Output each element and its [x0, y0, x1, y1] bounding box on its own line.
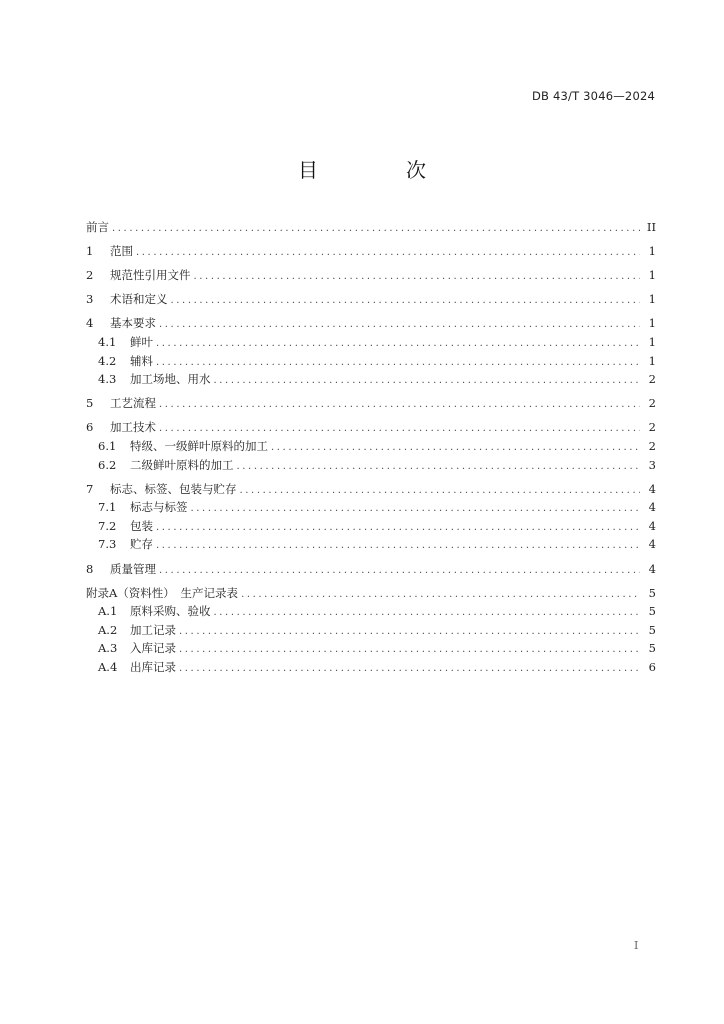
toc-entry-text: 基本要求: [110, 316, 156, 331]
toc-entry-page: II: [646, 220, 656, 234]
toc-entry-page: 3: [648, 457, 656, 472]
toc-leader-dots: [159, 316, 640, 335]
toc-leader-dots: [156, 354, 640, 373]
toc-entry-number: 1: [86, 244, 94, 259]
toc-entry-text: 规范性引用文件: [110, 268, 191, 283]
toc-leader-dots: [191, 500, 641, 519]
toc-entry-text: 辅料: [130, 353, 153, 368]
toc-subentry[interactable]: [86, 437, 656, 456]
toc-entry-number: 4.1: [98, 334, 117, 349]
toc-subentry[interactable]: [86, 498, 656, 517]
toc-subentry[interactable]: [86, 639, 656, 658]
toc-leader-dots: [156, 335, 640, 354]
toc-subentry[interactable]: [86, 333, 656, 352]
toc-entry-text: 标志、标签、包装与贮存: [110, 481, 237, 496]
toc-entry-page: 2: [648, 372, 656, 387]
toc-entry-page: 1: [648, 334, 656, 349]
toc-entry-page: 5: [648, 585, 656, 600]
toc-subentry[interactable]: [86, 456, 656, 475]
toc-entry[interactable]: [86, 266, 656, 285]
toc-entry-page: 1: [648, 268, 656, 283]
toc-subentry[interactable]: [86, 602, 656, 621]
toc-entry-number: 5: [86, 396, 94, 411]
toc-entry-text: 加工技术: [110, 420, 156, 435]
toc-entry-number: 4: [86, 316, 94, 331]
toc-subentry[interactable]: [86, 621, 656, 640]
toc-leader-dots: [171, 292, 641, 311]
toc-entry-number: 2: [86, 268, 94, 283]
toc-entry-page: 2: [648, 420, 656, 435]
toc-entry[interactable]: [86, 480, 656, 499]
toc-entry-text: 标志与标签: [130, 500, 188, 515]
toc-entry-number: A.4: [98, 659, 118, 674]
toc-entry-text: 贮存: [130, 537, 153, 552]
toc-entry-text: 术语和定义: [110, 292, 168, 307]
toc-entry-text: 附录A（资料性） 生产记录表: [86, 585, 239, 600]
document-code: DB 43/T 3046—2024: [531, 89, 655, 103]
toc-entry[interactable]: [86, 560, 656, 579]
page-number: I: [634, 939, 639, 952]
toc-leader-dots: [112, 220, 640, 239]
toc-entry-number: 8: [86, 561, 94, 576]
toc-entry-text: 工艺流程: [110, 396, 156, 411]
toc-entry-text: 二级鲜叶原料的加工: [130, 457, 234, 472]
toc-entry-number: 4.2: [98, 353, 117, 368]
toc-leader-dots: [214, 604, 641, 623]
toc-leader-dots: [271, 439, 640, 458]
toc-entry[interactable]: [86, 218, 656, 237]
toc-entry-text: 原料采购、验收: [130, 604, 211, 619]
toc-entry-page: 1: [648, 292, 656, 307]
toc-leader-dots: [136, 244, 640, 263]
toc-entry-number: 7.3: [98, 537, 117, 552]
toc-entry-page: 4: [648, 500, 656, 515]
toc-subentry[interactable]: [86, 658, 656, 677]
toc-entry[interactable]: [86, 418, 656, 437]
toc-entry-appendix[interactable]: [86, 584, 656, 603]
toc-entry-page: 1: [648, 244, 656, 259]
toc-leader-dots: [156, 537, 640, 556]
toc-leader-dots: [156, 519, 640, 538]
table-of-contents: [86, 218, 656, 677]
toc-subentry[interactable]: [86, 535, 656, 554]
toc-entry-number: 7.1: [98, 500, 117, 515]
toc-subentry[interactable]: [86, 352, 656, 371]
toc-entry[interactable]: [86, 242, 656, 261]
toc-entry-page: 2: [648, 396, 656, 411]
toc-entry[interactable]: [86, 394, 656, 413]
toc-leader-dots: [240, 482, 641, 501]
toc-entry-text: 范围: [110, 244, 133, 259]
toc-entry-text: 出库记录: [130, 659, 176, 674]
toc-entry-text: 质量管理: [110, 561, 156, 576]
toc-subentry[interactable]: [86, 370, 656, 389]
toc-subentry[interactable]: [86, 517, 656, 536]
toc-entry-number: 6.1: [98, 438, 117, 453]
toc-entry-text: 前言: [86, 220, 109, 234]
toc-entry-text: 加工场地、用水: [130, 372, 211, 387]
toc-leader-dots: [179, 623, 640, 642]
toc-entry-text: 加工记录: [130, 622, 176, 637]
toc-entry-text: 特级、一级鲜叶原料的加工: [130, 438, 268, 453]
toc-title: 目 次: [298, 158, 460, 182]
toc-entry[interactable]: [86, 314, 656, 333]
toc-entry-number: A.3: [98, 641, 118, 656]
toc-entry-page: 5: [648, 622, 656, 637]
toc-entry-number: 6.2: [98, 457, 117, 472]
toc-entry-number: 7: [86, 481, 94, 496]
toc-entry-page: 5: [648, 641, 656, 656]
toc-entry-number: 4.3: [98, 372, 117, 387]
toc-entry-page: 1: [648, 316, 656, 331]
toc-entry-number: A.2: [98, 622, 118, 637]
toc-leader-dots: [159, 562, 640, 581]
toc-entry[interactable]: [86, 290, 656, 309]
toc-entry-number: A.1: [98, 604, 118, 619]
toc-entry-number: 6: [86, 420, 94, 435]
toc-entry-number: 3: [86, 292, 94, 307]
toc-entry-page: 1: [648, 353, 656, 368]
toc-entry-page: 4: [648, 561, 656, 576]
toc-entry-page: 2: [648, 438, 656, 453]
toc-leader-dots: [194, 268, 641, 287]
toc-leader-dots: [179, 641, 640, 660]
toc-leader-dots: [241, 586, 640, 605]
toc-entry-page: 4: [648, 481, 656, 496]
toc-entry-number: 7.2: [98, 518, 117, 533]
toc-entry-page: 5: [648, 604, 656, 619]
toc-entry-page: 4: [648, 537, 656, 552]
toc-leader-dots: [159, 396, 640, 415]
toc-entry-text: 包装: [130, 518, 153, 533]
toc-leader-dots: [237, 458, 641, 477]
toc-leader-dots: [214, 372, 641, 391]
toc-entry-page: 6: [648, 659, 656, 674]
toc-entry-page: 4: [648, 518, 656, 533]
toc-entry-text: 鲜叶: [130, 334, 153, 349]
toc-leader-dots: [179, 660, 640, 679]
toc-entry-text: 入库记录: [130, 641, 176, 656]
